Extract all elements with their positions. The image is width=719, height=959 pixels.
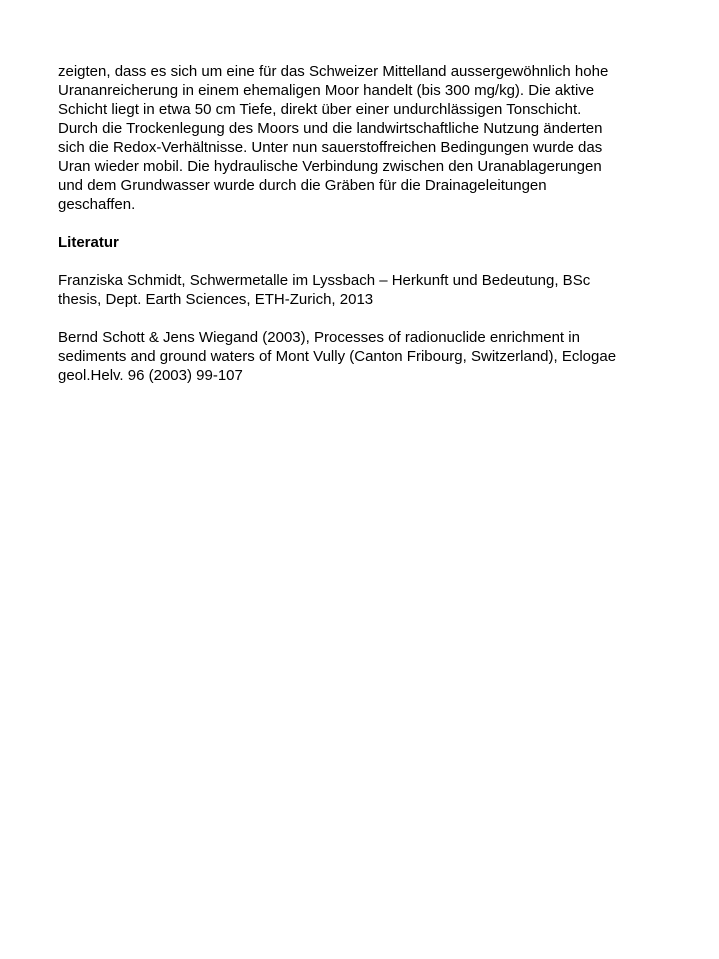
paragraph-line: geschaffen.	[58, 196, 136, 213]
page-content	[58, 62, 663, 404]
reference-line: Bernd Schott & Jens Wiegand (2003), Processes of radionuclide enrichment in	[58, 329, 580, 346]
reference-line: geol.Helv. 96 (2003) 99-107	[58, 367, 243, 384]
paragraph-line: und dem Grundwasser wurde durch die Gräben für die Drainageleitungen	[58, 177, 547, 194]
reference-entry	[58, 271, 663, 309]
paragraph-line: Uran wieder mobil. Die hydraulische Verbindung zwischen den Uranablagerungen	[58, 158, 602, 175]
paragraph-line: zeigten, dass es sich um eine für das Schweizer Mittelland aussergewöhnlich hohe	[58, 63, 609, 80]
paragraph-line: Urananreicherung in einem ehemaligen Moor handelt (bis 300 mg/kg). Die aktive	[58, 82, 595, 99]
paragraph-line: Durch die Trockenlegung des Moors und die landwirtschaftliche Nutzung änderten	[58, 120, 603, 137]
literature-heading: Literatur	[58, 234, 119, 251]
intro-paragraph	[58, 62, 663, 214]
paragraph-line: Schicht liegt in etwa 50 cm Tiefe, direkt über einer undurchlässigen Tonschicht.	[58, 101, 582, 118]
reference-entry	[58, 328, 663, 385]
reference-line: sediments and ground waters of Mont Vully (Canton Fribourg, Switzerland), Eclogae	[58, 348, 617, 365]
paragraph-line: sich die Redox-Verhältnisse. Unter nun sauerstoffreichen Bedingungen wurde das	[58, 139, 603, 156]
reference-line: Franziska Schmidt, Schwermetalle im Lyssbach – Herkunft und Bedeutung, BSc	[58, 272, 591, 289]
reference-line: thesis, Dept. Earth Sciences, ETH-Zurich, 2013	[58, 291, 374, 308]
